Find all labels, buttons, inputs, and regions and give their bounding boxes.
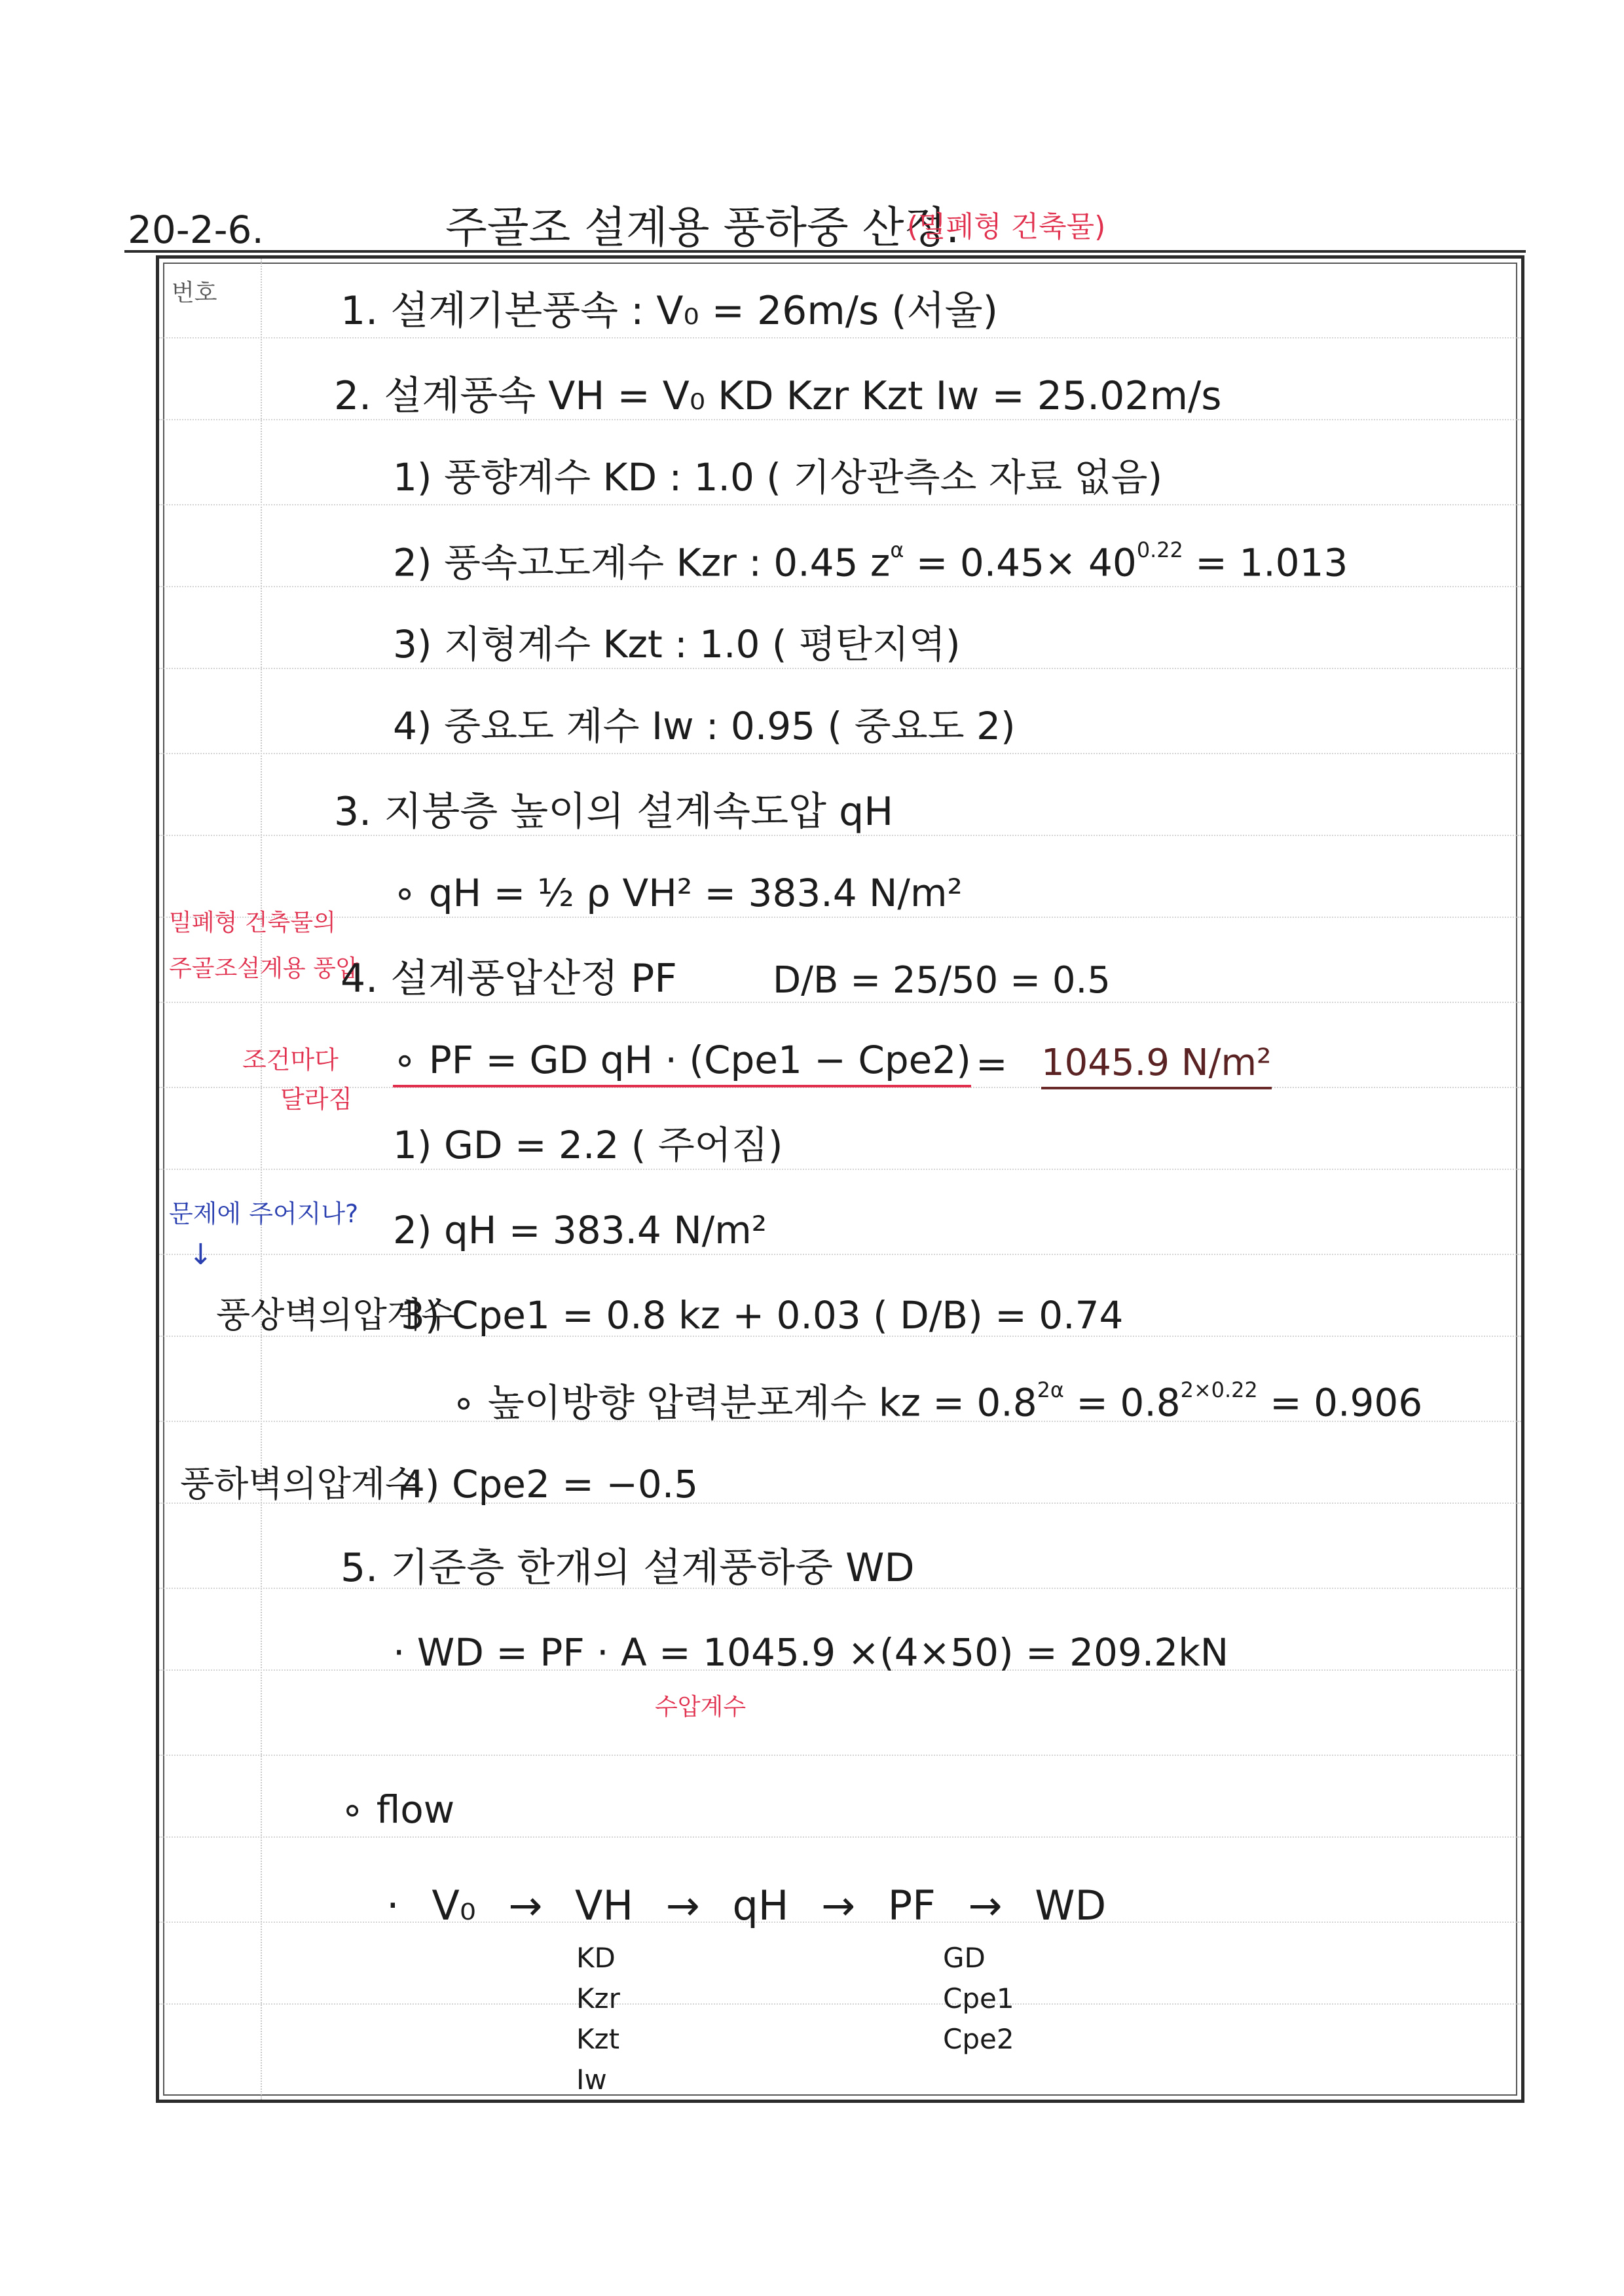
ruled-line	[159, 1254, 1521, 1255]
header-rule	[124, 250, 1526, 253]
flow-pf-inputs	[943, 1938, 1014, 2060]
line-2-3-topography-factor: 3) 지형계수 Kzt : 1.0 ( 평탄지역)	[393, 622, 961, 666]
ruled-line	[159, 668, 1521, 669]
line-2-2-exponent-value: 0.22	[1136, 538, 1183, 562]
ruled-line	[159, 2003, 1521, 2005]
line-3-velocity-pressure: 3. 지붕층 높이의 설계속도압 qH	[334, 789, 894, 835]
line-2-2-height-factor	[393, 538, 1348, 585]
line-1-basic-wind-speed: 1. 설계기본풍속 : V₀ = 26m/s (서울)	[341, 288, 999, 334]
line-4-4-leeward-coefficient: 4) Cpe2 = −0.5	[401, 1462, 699, 1506]
line-2-1-direction-factor: 1) 풍향계수 KD : 1.0 ( 기상관측소 자료 없음)	[393, 455, 1163, 500]
ruled-line	[159, 419, 1521, 420]
title-note: (밀폐형 건축물)	[907, 210, 1106, 244]
line-4-3b-exponent-symbol: 2α	[1037, 1377, 1064, 1402]
line-2-2-text-c: = 1.013	[1183, 540, 1348, 585]
flow-chain: · V₀ → VH → qH → PF → WD	[386, 1882, 1107, 1929]
ruled-line	[159, 1755, 1521, 1756]
line-4-3b-text-c: = 0.906	[1257, 1380, 1423, 1425]
line-4-3b-text-a: ∘ 높이방향 압력분포계수 kz = 0.8	[452, 1380, 1037, 1425]
line-3-equation: ∘ qH = ½ ρ VH² = 383.4 N/m²	[393, 871, 963, 915]
line-4-1-gust-factor: 1) GD = 2.2 ( 주어짐)	[393, 1123, 783, 1167]
line-5-equation: · WD = PF · A = 1045.9 ×(4×50) = 209.2kN	[393, 1630, 1229, 1675]
line-4-equation	[393, 1038, 971, 1082]
ruled-line	[159, 337, 1521, 338]
ruled-line	[159, 504, 1521, 505]
flow-vh-item: Kzt	[576, 2023, 620, 2055]
line-4-equation-underlined: ∘ PF = GD qH · (Cpe1 − Cpe2)	[393, 1038, 971, 1087]
ruled-line	[159, 1002, 1521, 1003]
line-4-3-windward-coefficient: 3) Cpe1 = 0.8 kz + 0.03 ( D/B) = 0.74	[401, 1293, 1124, 1338]
annotation-varies-a: 조건마다	[242, 1046, 339, 1074]
annotation-closed-building-b: 주골조설계용 풍압	[169, 955, 359, 982]
line-4-design-pressure: 4. 설계풍압산정 PF	[341, 956, 677, 1002]
ruled-line	[159, 753, 1521, 754]
line-2-2-text-a: 2) 풍속고도계수 Kzr : 0.45 z	[393, 540, 891, 585]
flow-pf-item: Cpe1	[943, 1982, 1014, 2014]
flow-vh-item: KD	[576, 1942, 616, 1974]
line-2-2-text-b: = 0.45× 40	[904, 540, 1137, 585]
ruled-line	[159, 917, 1521, 918]
line-4-3-label: 풍상벽의압계수	[216, 1294, 456, 1336]
date: 20-2-6.	[128, 208, 264, 252]
flow-vh-inputs	[576, 1938, 620, 2100]
line-4-equals: =	[976, 1042, 1008, 1086]
line-4-3b-exponent-value: 2×0.22	[1180, 1377, 1258, 1402]
number-column-divider	[261, 259, 262, 2100]
flow-pf-item: Cpe2	[943, 2023, 1014, 2055]
flow-label: ∘ flow	[341, 1787, 455, 1832]
line-4-3b-text-b: = 0.8	[1063, 1380, 1181, 1425]
ruled-line	[159, 1169, 1521, 1170]
annotation-question: 문제에 주어지나?	[169, 1199, 359, 1228]
line-4-3b-height-distribution	[452, 1377, 1423, 1425]
flow-pf-item: GD	[943, 1942, 986, 1974]
line-4-4-label: 풍하벽의압계수	[180, 1463, 420, 1504]
line-4-ratio: D/B = 25/50 = 0.5	[773, 959, 1111, 1002]
line-4-result	[1041, 1042, 1272, 1084]
annotation-varies-b: 달라짐	[280, 1085, 353, 1114]
ruled-line	[159, 586, 1521, 587]
flow-vh-item: Iw	[576, 2064, 607, 2096]
ruled-line	[159, 1836, 1521, 1838]
line-4-result-value: 1045.9 N/m²	[1041, 1042, 1272, 1089]
line-2-design-wind-speed: 2. 설계풍속 VH = V₀ KD Kzr Kzt Iw = 25.02m/s	[334, 373, 1222, 419]
ruled-line	[159, 835, 1521, 836]
annotation-closed-building-a: 밀폐형 건축물의	[169, 909, 336, 936]
annotation-question-arrow: ↓	[189, 1238, 213, 1271]
number-label: 번호	[172, 280, 217, 306]
line-2-2-exponent-alpha: α	[890, 538, 904, 562]
line-2-4-importance-factor: 4) 중요도 계수 Iw : 0.95 ( 중요도 2)	[393, 704, 1016, 748]
flow-vh-item: Kzr	[576, 1982, 620, 2014]
line-5-design-wind-load: 5. 기준층 한개의 설계풍하중 WD	[341, 1545, 915, 1591]
page-title: 주골조 설계용 풍하중 산정.	[445, 202, 960, 253]
annotation-area-note: 수압계수	[655, 1694, 747, 1721]
line-4-2-velocity-pressure: 2) qH = 383.4 N/m²	[393, 1208, 767, 1252]
